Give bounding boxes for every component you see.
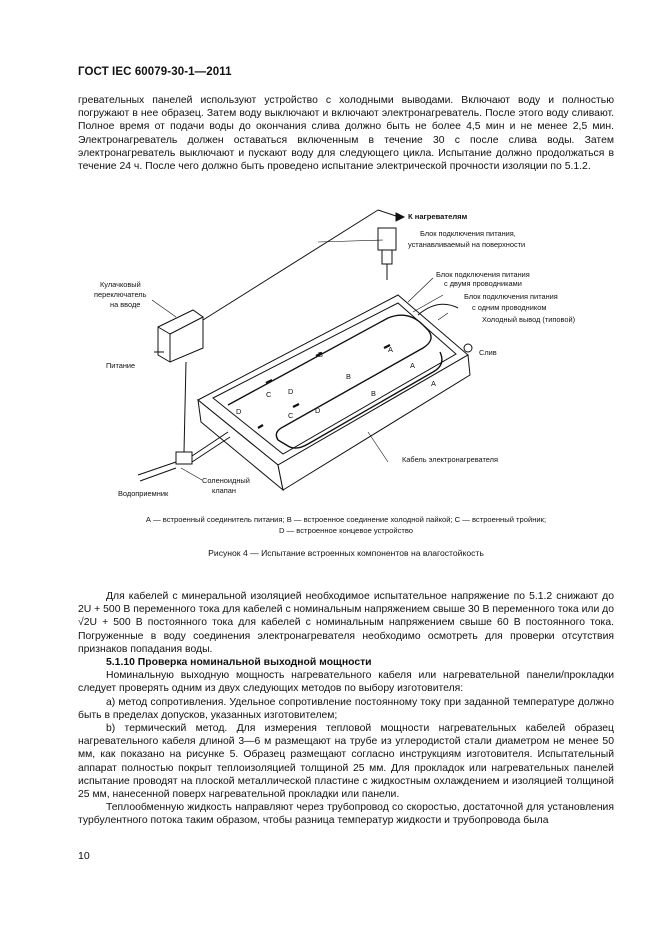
label-b-3: B xyxy=(371,389,376,398)
paragraph-heat-exchange: Теплообменную жидкость направляют через трубопровод со скоростью, достаточной для установления турбулентного потока таким образом, чтобы разница температур жидкости и трубопровода была xyxy=(78,802,614,827)
arrow-to-heaters xyxy=(396,213,404,221)
label-d-2: D xyxy=(236,407,242,416)
water-pipe xyxy=(140,468,176,481)
solenoid-valve xyxy=(176,452,192,464)
label-drain: Слив xyxy=(479,348,497,357)
page-number: 10 xyxy=(78,850,90,862)
label-c-2: C xyxy=(288,411,294,420)
label-a-2: A xyxy=(410,361,415,370)
label-b-1: B xyxy=(318,350,323,359)
body-text xyxy=(78,590,614,828)
label-block-two-2: с двумя проводниками xyxy=(444,279,522,288)
label-heater-cable: Кабель электронагревателя xyxy=(402,455,498,464)
intro-paragraph xyxy=(78,94,614,173)
label-block-two-1: Блок подключения питания xyxy=(436,270,530,279)
label-valve-1: Соленоидный xyxy=(202,476,250,485)
intro-text: гревательных панелей используют устройство с холодными выводами. Включают воду и полностью погружают в нее образец. Затем воду выключают и включают электронагреватель. После этого воду сливают. Полное время от подачи воды до окончания слива должно быть не более 4,5 мин и не менее 2,5 мин. Электронагреватель должен оставаться включенным в течение 30 с после слива воды. Затем электронагреватель выключают и пускают воду для следующего цикла. Испытание должно продолжаться в течение 24 ч. После чего должно быть проведено испытание электрической прочности изоляции по 5.1.2. xyxy=(78,95,614,173)
wire-to-valve xyxy=(184,362,186,452)
label-valve-2: клапан xyxy=(212,486,236,495)
paragraph-methods: Номинальную выходную мощность нагревательного кабеля или нагревательной панели/прокладки следует проверять одним из двух следующих методов по выбору изготовителя: xyxy=(78,670,614,695)
label-block-one-2: с одним проводником xyxy=(472,303,547,312)
label-cold-lead: Холодный вывод (типовой) xyxy=(482,315,576,324)
label-switch-2: переключатель xyxy=(94,290,147,299)
label-b-2: B xyxy=(346,372,351,381)
surface-junction-box xyxy=(378,228,396,250)
label-block-one-1: Блок подключения питания xyxy=(464,292,558,301)
drain-outlet xyxy=(464,344,472,352)
figure-4 xyxy=(78,200,614,510)
figure-drawing xyxy=(78,200,614,510)
paragraph-method-b: b) термический метод. Для измерения тепловой мощности нагревательных кабелей образец нагревательного кабеля длиной 3—6 м размещают на трубе из углеродистой стали диаметром не менее 50 мм, как показано на рисунке 5. Образец размещают согласно инструкциям изготовителя. Испытательный аппарат полностью покрыт теплоизоляцией толщиной 25 мм. Для прокладок или нагревательных панелей испытание проводят на плоской металлической пластине с жидкостным охлаждением и изоляцией толщиной 25 мм, нанесенной поверх нагревательной прокладки или панели. xyxy=(78,723,614,801)
label-d-3: D xyxy=(315,406,321,415)
label-switch-3: на вводе xyxy=(110,300,141,309)
label-power: Питание xyxy=(106,361,136,370)
label-surface-block-1: Блок подключения питания, xyxy=(420,229,516,238)
label-d-1: D xyxy=(288,387,294,396)
figure-caption: Рисунок 4 — Испытание встроенных компонентов на влагостойкость xyxy=(208,548,484,558)
wire-to-heaters xyxy=(203,210,378,320)
document-header: ГОСТ IEC 60079-30-1—2011 xyxy=(78,66,232,78)
paragraph-method-a: а) метод сопротивления. Удельное сопротивление постоянному току при заданной температуре должно быть в пределах допусков, указанных изготовителем; xyxy=(78,696,614,721)
label-switch-1: Кулачковый xyxy=(100,280,141,289)
section-title: 5.1.10 Проверка номинальной выходной мощности xyxy=(106,657,372,669)
cam-switch-box xyxy=(158,310,203,362)
label-c-1: C xyxy=(266,390,272,399)
figure-legend-1: А — встроенный соединитель питания; В — встроенное соединение холодной пайкой; С — встроенный тройник; xyxy=(145,515,547,524)
label-a-1: A xyxy=(388,345,393,354)
label-surface-block-2: устанавливаемый на поверхности xyxy=(408,240,526,249)
label-to-heaters: К нагревателям xyxy=(408,212,468,221)
figure-legend-2: D — встроенное концевое устройство xyxy=(278,526,414,535)
label-a-3: A xyxy=(431,379,436,388)
wire-arrow-line xyxy=(378,210,396,216)
label-water-supply: Водоприемник xyxy=(118,489,169,498)
surface-junction-stem xyxy=(382,250,392,264)
paragraph-mineral-insulation: Для кабелей с минеральной изоляцией необходимое испытательное напряжение по 5.1.2 снижают до 2U + 500 В переменного тока для кабелей с номинальным напряжением свыше 30 В переменного тока или до √2U + 500 В постоянного тока для кабелей с номинальным напряжением свыше 60 В постоянного тока. Погруженные в воду соединения электронагревателя необходимо осмотреть для проверки отсутствия признаков попадания воды. xyxy=(78,591,614,655)
